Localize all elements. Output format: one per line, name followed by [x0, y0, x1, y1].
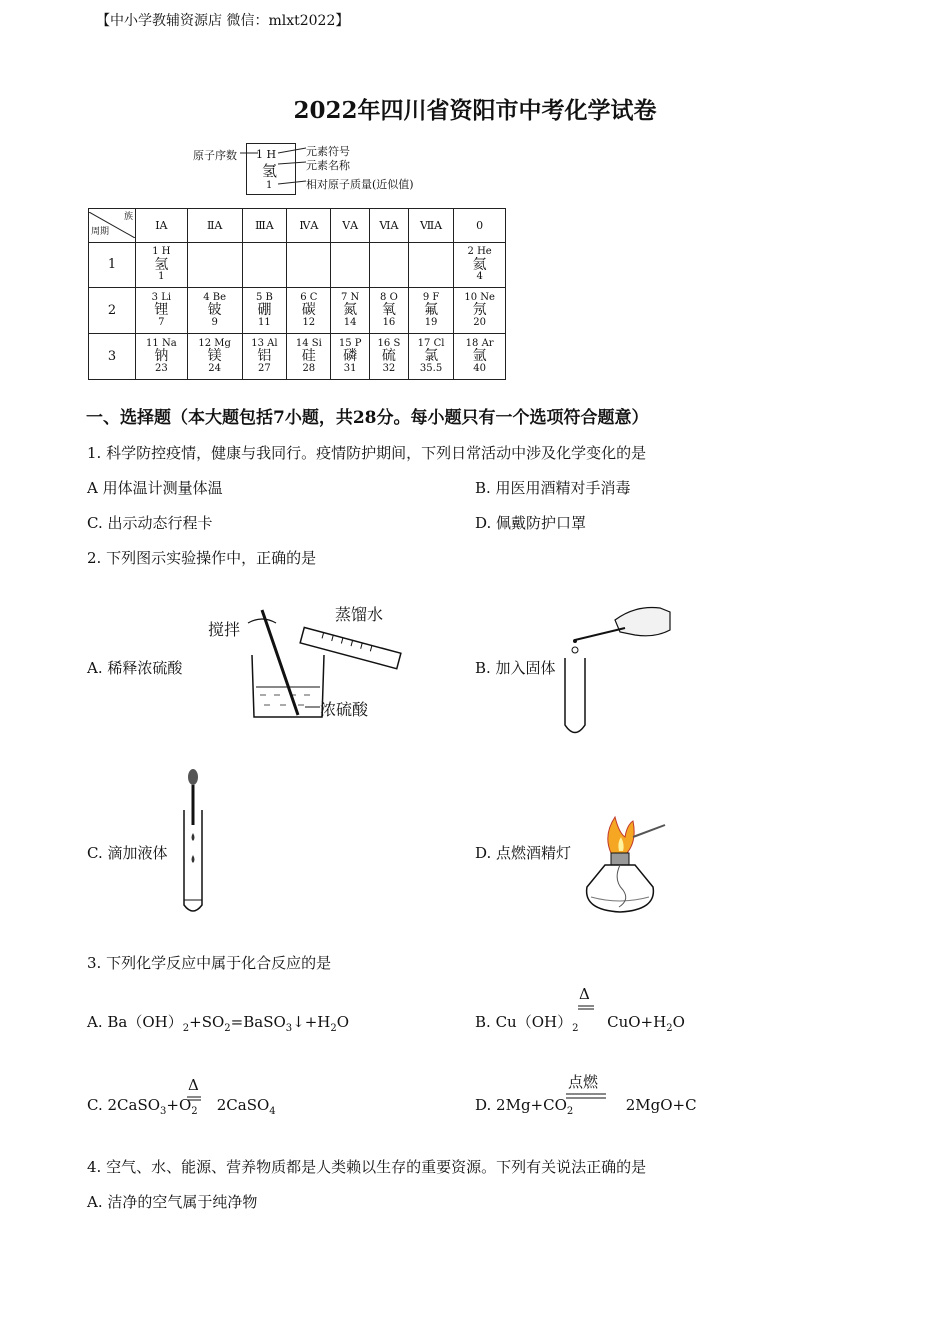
element-cell: [136, 334, 188, 380]
q3-option-c: [87, 1096, 276, 1117]
q1-stem: 1. 科学防控疫情，健康与我同行。疫情防护期间，下列日常活动中涉及化学变化的是: [87, 444, 647, 462]
empty-cell: [370, 242, 409, 288]
element-name: 氢: [154, 256, 169, 273]
empty-cell: [242, 242, 287, 288]
element-name: 铍: [207, 302, 222, 319]
element-mass: 31: [343, 362, 357, 374]
element-cell: [187, 288, 242, 334]
q3-stem: 3. 下列化学反应中属于化合反应的是: [87, 954, 332, 972]
fig-a-stir-label: 搅拌: [208, 620, 241, 639]
q3-d-ignite: 点燃: [568, 1073, 599, 1091]
element-cell: [287, 288, 331, 334]
q3-option-a-label: A.: [87, 1013, 103, 1031]
q3-c-delta: Δ: [188, 1076, 199, 1094]
group-header: ⅡA: [187, 209, 242, 243]
empty-cell: [187, 242, 242, 288]
element-num: 6 C: [300, 291, 318, 303]
key-pointer-lines: [230, 140, 310, 200]
element-cell: [242, 288, 287, 334]
element-mass: 28: [302, 362, 316, 374]
header-note: 【中小学教辅资源店 微信：mlxt2022】: [96, 13, 350, 29]
q4-option-a: A. 洁净的空气属于纯净物: [87, 1193, 258, 1211]
q2-option-b: B. 加入固体: [475, 659, 556, 677]
q4-stem: 4. 空气、水、能源、营养物质都是人类赖以生存的重要资源。下列有关说法正确的是: [87, 1158, 647, 1176]
q2-stem: 2. 下列图示实验操作中，正确的是: [87, 549, 317, 567]
periodic-table-body: [89, 242, 506, 379]
q1-option-b: B. 用医用酒精对手消毒: [475, 479, 631, 497]
element-num: 4 Be: [203, 291, 227, 303]
key-symbol: 1 H: [256, 148, 277, 161]
corner-cell: [89, 209, 136, 243]
element-name: 铝: [257, 348, 272, 365]
element-mass: 12: [302, 317, 316, 329]
q3-option-c-label: C.: [87, 1096, 103, 1114]
element-num: 8 O: [380, 291, 398, 303]
element-cell: [454, 242, 506, 288]
group-header: ⅤA: [331, 209, 370, 243]
q3-b-delta: Δ: [579, 985, 590, 1003]
group-header: 0: [454, 209, 506, 243]
element-mass: 14: [343, 317, 357, 329]
element-mass: 20: [473, 317, 486, 329]
element-num: 16 S: [377, 337, 401, 349]
q3-c-equals-bar: [187, 1096, 201, 1102]
q2-option-d: D. 点燃酒精灯: [475, 844, 572, 862]
key-mass: 1: [266, 180, 273, 191]
group-header: ⅦA: [408, 209, 453, 243]
element-mass: 32: [382, 362, 396, 374]
element-mass: 40: [473, 362, 486, 374]
element-num: 7 N: [341, 291, 360, 303]
q1-option-a: A 用体温计测量体温: [87, 479, 223, 497]
q3-b-equals-bar: [578, 1005, 594, 1011]
element-num: 2 He: [467, 246, 492, 258]
element-mass: 24: [208, 362, 222, 374]
element-num: 3 Li: [151, 291, 172, 303]
key-name: 氢: [262, 162, 278, 180]
q2-option-a: A. 稀释浓硫酸: [87, 659, 183, 677]
element-name: 氮: [343, 302, 358, 319]
element-name: 氩: [472, 348, 487, 365]
element-num: 9 F: [422, 291, 440, 303]
element-num: 18 Ar: [465, 337, 494, 349]
element-num: 14 Si: [295, 337, 322, 349]
element-name: 镁: [207, 348, 222, 365]
element-mass: 11: [258, 317, 271, 329]
fig-b-solid-diagram: [555, 600, 675, 740]
q1-option-c: C. 出示动态行程卡: [87, 514, 213, 532]
periodic-table: [88, 208, 506, 380]
element-mass: 4: [476, 271, 483, 283]
element-num: 11 Na: [146, 337, 177, 349]
period-label: 3: [89, 334, 136, 380]
name-label: 元素名称: [306, 159, 350, 172]
element-cell: [136, 288, 188, 334]
fig-d-alcohol-lamp-diagram: [575, 815, 670, 920]
element-name: 硫: [381, 348, 396, 365]
group-header: ⅢA: [242, 209, 287, 243]
element-num: 12 Mg: [198, 337, 231, 349]
q3-option-b-equation: $Cu(OH)_2$ $CuO+H_2O$: [495, 1013, 685, 1034]
empty-cell: [287, 242, 331, 288]
fig-a-water-label: 蒸馏水: [335, 605, 384, 624]
element-mass: 19: [424, 317, 438, 329]
element-name: 硅: [301, 348, 316, 365]
element-cell: [454, 288, 506, 334]
q1-option-d: D. 佩戴防护口罩: [475, 514, 587, 532]
period-row: [89, 334, 506, 380]
fig-a-dilution-diagram: [240, 595, 415, 725]
mass-label: 相对原子质量(近似值): [306, 178, 414, 191]
element-cell: [287, 334, 331, 380]
element-num: 10 Ne: [464, 291, 495, 303]
element-mass: 1: [158, 271, 165, 283]
element-cell: [408, 334, 453, 380]
q3-option-d-label: D.: [475, 1096, 492, 1114]
element-name: 氧: [381, 302, 396, 319]
period-row: [89, 242, 506, 288]
q3-option-d-equation: $2Mg+CO_2$ 2MgO+C: [496, 1096, 697, 1117]
element-name: 碳: [301, 302, 316, 319]
element-mass: 16: [382, 317, 396, 329]
q3-option-a-equation: $Ba(OH)_2+SO_2=BaSO_3↓+H_2O$: [107, 1013, 350, 1034]
element-mass: 35.5: [419, 362, 443, 374]
element-cell: [408, 288, 453, 334]
element-num: 1 H: [152, 246, 171, 258]
empty-cell: [408, 242, 453, 288]
q3-option-b: [475, 1011, 685, 1034]
q3-option-a: [87, 1011, 349, 1034]
element-name: 氯: [424, 348, 439, 365]
element-name: 氖: [472, 302, 487, 319]
element-name: 锂: [154, 302, 169, 319]
symbol-label: 元素符号: [306, 145, 350, 158]
q3-option-b-label: B.: [475, 1013, 491, 1031]
fig-c-dropper-diagram: [178, 765, 218, 920]
element-cell: [136, 242, 188, 288]
period-label: 2: [89, 288, 136, 334]
element-cell: [370, 334, 409, 380]
fig-a-acid-label: 浓硫酸: [320, 700, 369, 719]
element-name: 氦: [472, 256, 487, 273]
element-num: 5 B: [255, 291, 273, 303]
element-mass: 7: [158, 317, 165, 329]
element-mass: 9: [211, 317, 218, 329]
element-name: 钠: [154, 348, 169, 365]
period-label: 1: [89, 242, 136, 288]
page-title: 2022年四川省资阳市中考化学试卷: [293, 97, 657, 124]
element-cell: [370, 288, 409, 334]
group-header: ⅣA: [287, 209, 331, 243]
element-cell: [331, 334, 370, 380]
section-heading: 一、选择题（本大题包括7小题，共28分。每小题只有一个选项符合题意）: [86, 408, 649, 428]
group-header: ⅥA: [370, 209, 409, 243]
element-mass: 27: [258, 362, 271, 374]
empty-cell: [331, 242, 370, 288]
element-name: 硼: [257, 302, 272, 319]
group-header: ⅠA: [136, 209, 188, 243]
element-cell: [242, 334, 287, 380]
element-num: 15 P: [338, 337, 362, 349]
corner-group-label: 族: [123, 212, 133, 223]
element-name: 磷: [343, 348, 358, 365]
element-cell: [454, 334, 506, 380]
q2-option-c: C. 滴加液体: [87, 844, 168, 862]
q3-d-equals-bar: [566, 1092, 606, 1102]
element-num: 13 Al: [251, 337, 278, 349]
element-cell: [331, 288, 370, 334]
corner-period-label: 周期: [91, 226, 110, 237]
element-name: 氟: [424, 302, 439, 319]
element-mass: 23: [154, 362, 168, 374]
element-cell: [187, 334, 242, 380]
q3-option-c-equation: $2CaSO_3+O_2$ 2CaSO$_4$: [107, 1096, 276, 1117]
atomic-number-label: 原子序数: [193, 149, 237, 162]
period-row: [89, 288, 506, 334]
element-num: 17 Cl: [417, 337, 445, 349]
